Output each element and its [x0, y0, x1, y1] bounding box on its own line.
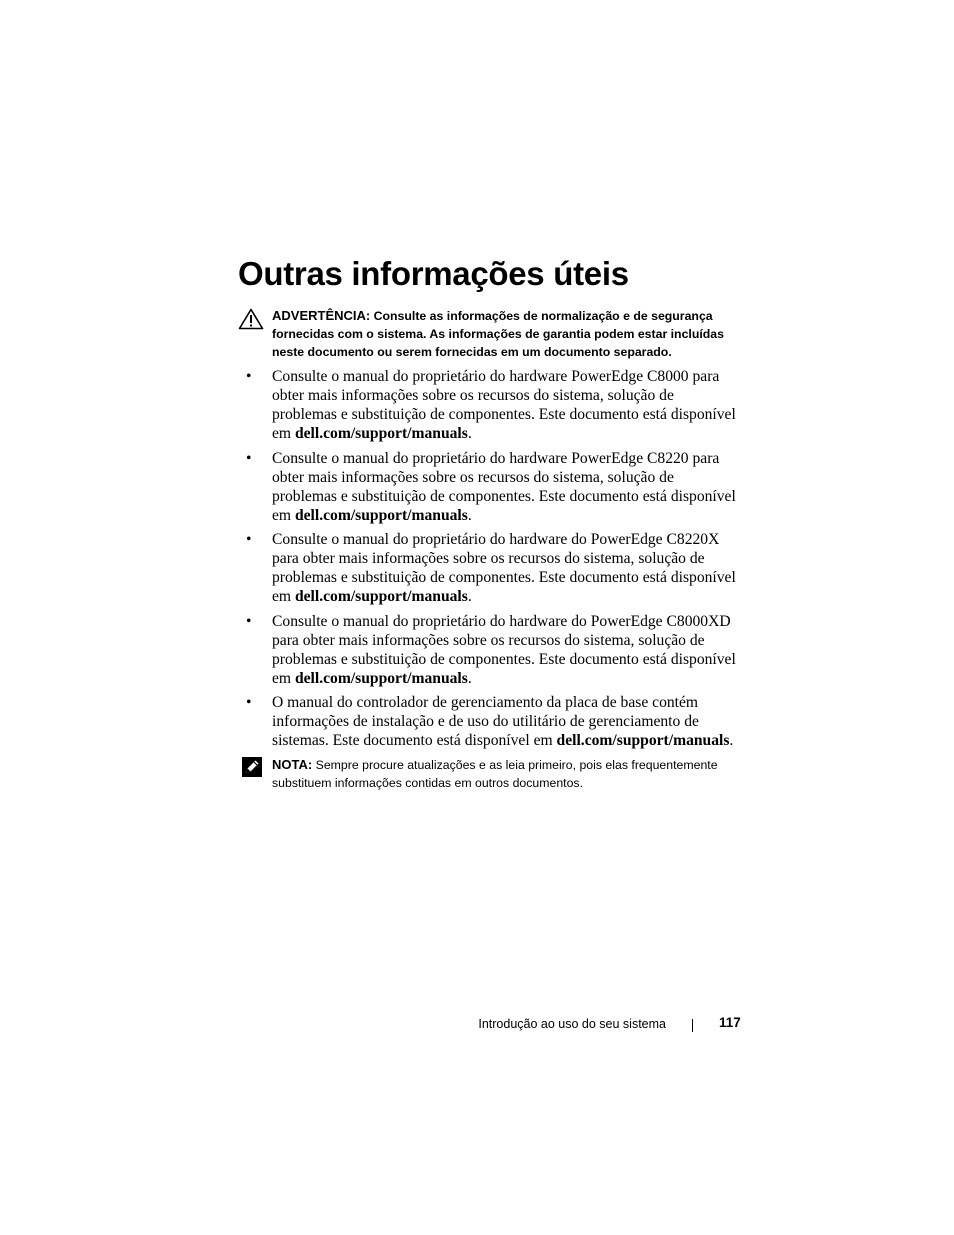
- page-title: Outras informações úteis: [238, 255, 629, 292]
- bullet-glyph: •: [246, 368, 252, 385]
- bullet-glyph: •: [246, 449, 252, 467]
- list-item-text: Consulte o manual do proprietário do hardware PowerEdge C8220 para obter mais informações sobre os recursos do sistema, solução de problemas e substituição de componentes. Este documento está disponível em: [272, 449, 736, 524]
- warning-label: ADVERTÊNCIA:: [272, 308, 371, 323]
- list-item: [246, 367, 742, 443]
- list-item-text: Consulte o manual do proprietário do hardware do PowerEdge C8220X para obter mais informações sobre os recursos do sistema, solução de problemas e substituição de componentes. Este documento está disponível em: [272, 531, 736, 605]
- note-callout: [238, 756, 738, 792]
- list-item-text: Consulte o manual do proprietário do hardware PowerEdge C8000 para obter mais informações sobre os recursos do sistema, solução de problemas e substituição de componentes. Este documento está disponível em: [272, 368, 736, 442]
- bullet-glyph: •: [246, 694, 252, 711]
- list-item: [246, 612, 742, 688]
- note-label: NOTA:: [272, 757, 313, 772]
- manuals-link[interactable]: dell.com/support/manuals: [294, 669, 468, 687]
- warning-callout: [238, 307, 738, 361]
- manuals-link[interactable]: dell.com/support/manuals: [294, 588, 468, 605]
- list-item: [246, 449, 742, 525]
- bullet-glyph: •: [246, 531, 252, 548]
- list-item-end: .: [467, 588, 472, 605]
- list-item-text: O manual do controlador de gerenciamento da placa de base contém informações de instalação e de uso do utilitário de gerenciamento de sistemas. Este documento está disponível em: [272, 694, 699, 749]
- warning-text: [272, 307, 738, 361]
- list-item-end: .: [467, 669, 472, 687]
- list-item-text: Consulte o manual do proprietário do hardware do PowerEdge C8000XD para obter mais informações sobre os recursos do sistema, solução de problemas e substituição de componentes. Este documento está disponível em: [272, 612, 736, 687]
- manuals-link[interactable]: dell.com/support/manuals: [294, 425, 468, 442]
- warning-triangle-icon: [238, 308, 264, 330]
- footer-section-title: Introdução ao uso do seu sistema: [478, 1017, 666, 1031]
- page-number: 117: [719, 1015, 741, 1030]
- manuals-link[interactable]: dell.com/support/manuals: [556, 732, 730, 749]
- list-item-end: .: [729, 732, 734, 749]
- list-item: [246, 530, 742, 606]
- bullet-glyph: •: [246, 612, 252, 630]
- list-item-end: .: [467, 425, 472, 442]
- note-pencil-icon: [241, 756, 263, 778]
- note-text: [272, 756, 738, 792]
- resource-list: [246, 367, 742, 756]
- warning-body: Consulte as informações de normalização e de segurança fornecidas com o sistema. As informações de garantia podem estar incluídas neste documento ou serem fornecidas em um documento separado.: [272, 309, 724, 359]
- list-item-end: .: [467, 506, 472, 524]
- footer-divider: [692, 1019, 693, 1032]
- note-body: Sempre procure atualizações e as leia primeiro, pois elas frequentemente substituem informações contidas em outros documentos.: [272, 758, 718, 790]
- list-item: [246, 693, 742, 750]
- manuals-link[interactable]: dell.com/support/manuals: [294, 506, 468, 524]
